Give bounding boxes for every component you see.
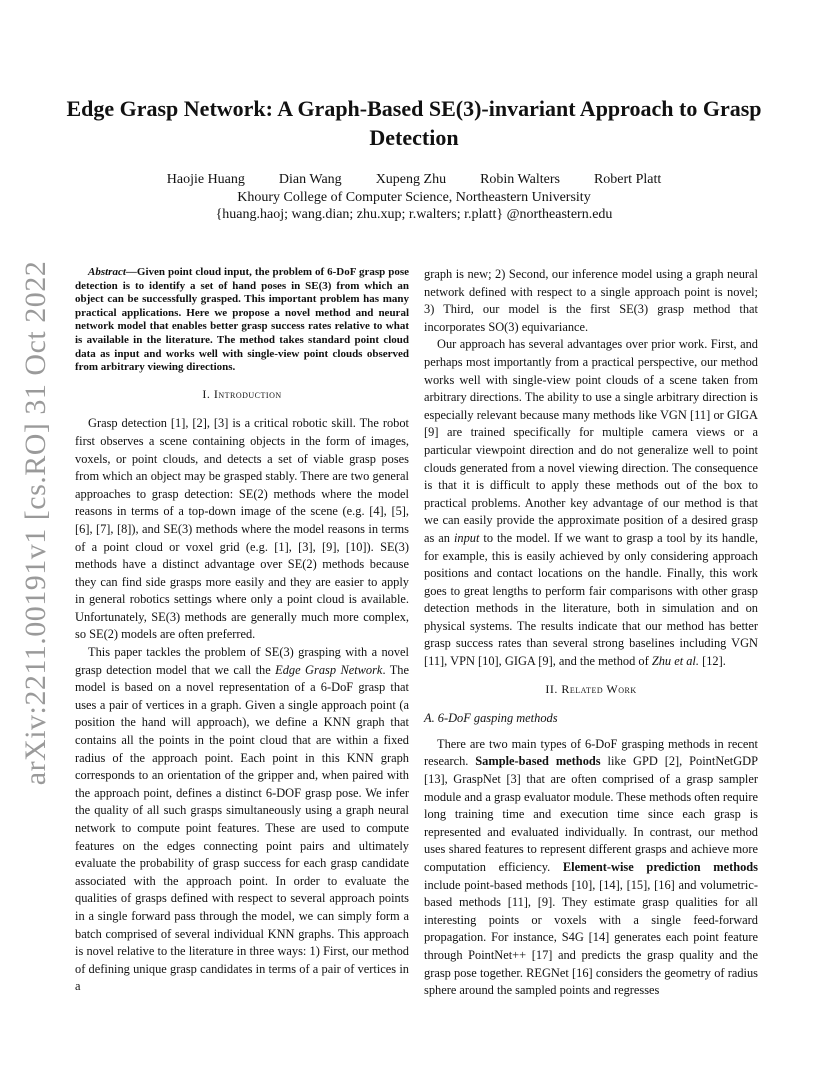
abstract-label: Abstract— (88, 266, 137, 278)
paragraph-text: . The model is based on a novel representation of a 6-DoF grasp that uses a pair of vertices in a graph. Given a single approach point (a position the hand will approach), we define a KNN graph that contains all the points in the point cloud that are within a fixed radius of the approach point. Each point in this KNN graph corresponds to an orientation of the gripper and, when paired with the approach point, defines a distinct 6-DOF grasp pose. We infer the quality of all such grasps simultaneously using a graph neural network to compute point features. These are used to compute features on the edges connecting point pairs and ultimately evaluate the probability of grasp success for each grasp candidate associated with the approach point. In order to evaluate the qualities of grasps defined with respect to several approach points in a single forward pass through the model, we can simply form a batch comprised of several individual KNN graphs. This approach is novel relative to the literature in three ways: 1) First, our method of defining unique grasp candidates in terms of a pair of vertices in a (75, 662, 409, 994)
paragraph: graph is new; 2) Second, our inference model using a graph neural network defined with respect to a single approach point is novel; 3) Third, our model is the first SE(3) grasp method that incorporates SO(3) equivariance. (424, 267, 758, 334)
author-name: Haojie Huang (166, 172, 245, 187)
emphasis-text: Zhu et al. (651, 654, 699, 669)
paragraph-text: include point-based methods [10], [14], [15], [16] and volumetric-based methods [11], [9]. They estimate grasp qualities for all interesting points or voxels with a single feed-forward propagation. For instance, S4G [14] generates each point feature through PointNet++ [17] and predicts the grasp quality and the grasp pose together. REGNet [16] considers the geometry of radius sphere around the sampled points and regresses (424, 877, 758, 998)
paragraph-text: There are two main types of 6-DoF grasping methods in recent research. (424, 736, 758, 769)
arxiv-stamp (8, 260, 64, 786)
section-heading-introduction: I. Introduction (202, 386, 282, 401)
paragraph (75, 644, 409, 996)
author-name: Robin Walters (480, 172, 560, 187)
abstract (75, 266, 409, 375)
paragraph-text: This paper tackles the problem of SE(3) grasping with a novel grasp detection model that we call the (75, 645, 409, 677)
author-name: Robert Platt (593, 172, 662, 187)
affiliation: Khoury College of Computer Science, Northeastern University (237, 190, 591, 205)
emphasis-text: Edge Grasp Network (275, 662, 383, 677)
bold-text: Element-wise prediction methods (562, 860, 758, 874)
paragraph-text: [12]. (698, 654, 726, 669)
bold-text: Sample-based methods (475, 754, 601, 769)
paragraph (424, 736, 758, 1000)
section-heading-related-work: II. Related Work (545, 681, 637, 696)
paper-title: Edge Grasp Network: A Graph-Based SE(3)-invariant Approach to Grasp Detection (66, 96, 762, 150)
paragraph-text: like GPD [2], PointNetGDP [13], GraspNet [3] that are often comprised of a grasp sampler module and a grasp evaluator module. These methods often require long training time and execution time since each grasp is represented and evaluated individually. In contrast, our method uses shared features to represent different grasps and achieve more computation efficiency. (424, 754, 758, 874)
author-list (60, 171, 768, 189)
author-name: Dian Wang (278, 172, 342, 187)
abstract-text: Given point cloud input, the problem of 6-DoF grasp pose detection is to identify a set of hand poses in SE(3) from which an object can be successfully grasped. This important problem has many practical applications. Here we propose a novel method and neural network model that enables better grasp success rates relative to what is available in the literature. The method takes standard point cloud data as input and works well with single-view point clouds observed from arbitrary viewing directions. (75, 266, 409, 374)
author-name: Xupeng Zhu (375, 172, 447, 187)
emphasis-text: input (453, 530, 480, 545)
paragraph-text: Our approach has several advantages over prior work. First, and perhaps most importantly from a practical perspective, our method works well with single-view point clouds of a scene taken from arbitrary directions. The ability to use a single arbitrary direction is especially relevant because many methods like VGN [11] or GIGA [9] are trained specifically for multiple camera views or a particular viewpoint direction and do not generalize well to point clouds generated from a novel viewing direction. The consequence is that it is difficult to apply these methods out of the box to practical problems. Another key advantage of our method is that we can easily provide the approximate position of a desired grasp as an (424, 337, 758, 545)
paragraph: Grasp detection [1], [2], [3] is a critical robotic skill. The robot first observes a scene containing objects in the form of images, voxels, or point clouds, and detects a set of viable grasp poses from which an object may be grasped stably. There are two general approaches to grasp detection: SE(2) methods where the model reasons in terms of a top-down image of the scene (e.g. [4], [5], [6], [7], [8]), and SE(3) methods where the model reasons in terms of a point cloud or voxel grid (e.g. [1], [3], [9], [10]). SE(3) methods have a distinct advantage over SE(2) methods because they can find side grasps more easily and they are easier to apply in general robotics settings where only a point cloud is available. Unfortunately, SE(3) methods are generally much more complex, so SE(2) models are often preferred. (75, 416, 409, 642)
paragraph-text: to the model. If we want to grasp a tool by its handle, for example, this is easily achieved by only considering approach positions and contact locations on the handle. Finally, this work goes to great lengths to perform fair comparisons with other grasp detection methods in the literature, both in simulation and on physical systems. The results indicate that our method has better grasp success rates than several strong baselines including VGN [11], VPN [10], GIGA [9], and the method of (424, 530, 758, 669)
left-column (75, 266, 409, 996)
right-column (424, 266, 758, 1000)
subsection-heading: A. 6-DoF gasping methods (424, 711, 558, 726)
author-emails: {huang.haoj; wang.dian; zhu.xup; r.walters; r.platt} @northeastern.edu (215, 207, 613, 222)
arxiv-id: arXiv:2211.00191v1 [cs.RO] 31 Oct 2022 (19, 260, 52, 786)
paragraph (424, 336, 758, 670)
